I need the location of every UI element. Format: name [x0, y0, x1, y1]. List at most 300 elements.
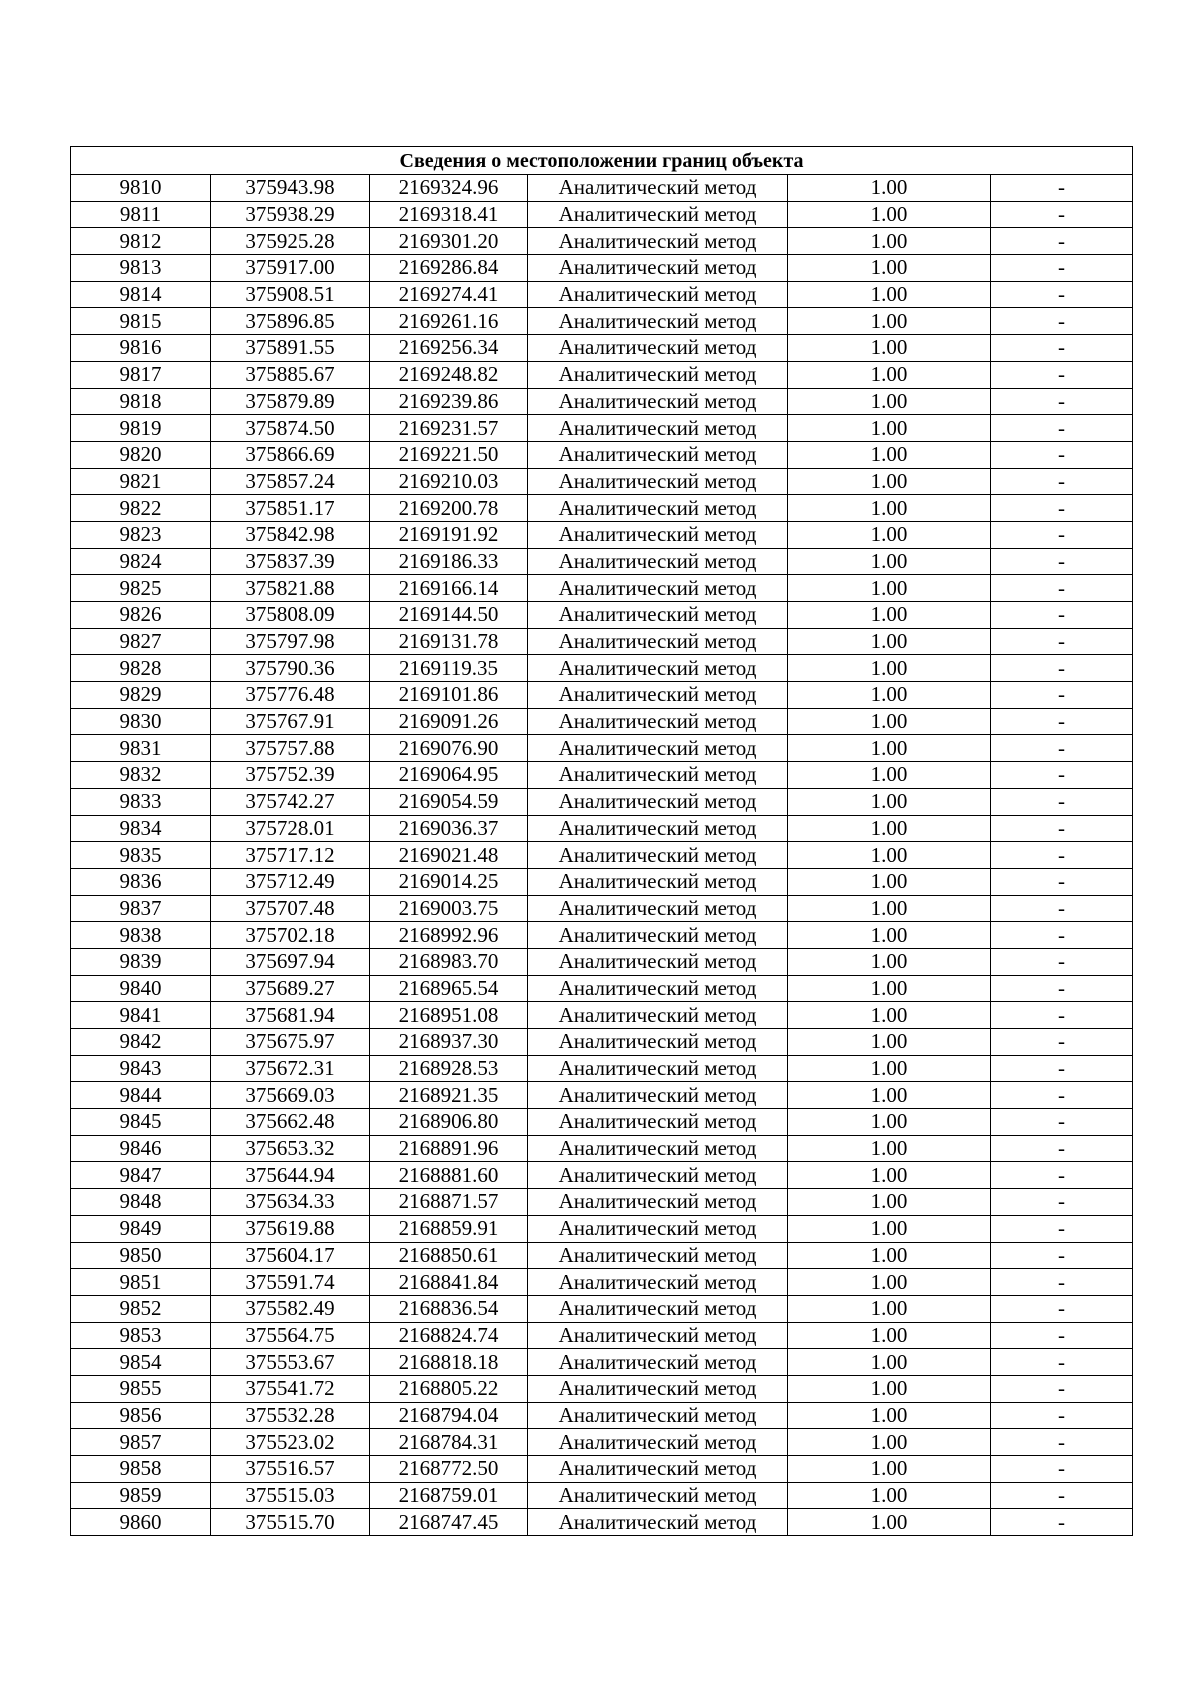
precision-cell: 1.00: [788, 655, 991, 682]
table-row: [71, 655, 1133, 682]
y-coordinate-cell: 2168871.57: [370, 1189, 528, 1216]
method-cell: Аналитический метод: [528, 895, 788, 922]
y-coordinate-cell: 2168983.70: [370, 948, 528, 975]
x-coordinate-cell: 375891.55: [211, 335, 370, 362]
description-cell: -: [991, 308, 1133, 335]
description-cell: -: [991, 281, 1133, 308]
y-coordinate-cell: 2169101.86: [370, 682, 528, 709]
method-cell: Аналитический метод: [528, 655, 788, 682]
precision-cell: 1.00: [788, 1029, 991, 1056]
precision-cell: 1.00: [788, 281, 991, 308]
method-cell: Аналитический метод: [528, 735, 788, 762]
precision-cell: 1.00: [788, 468, 991, 495]
point-number-cell: 9834: [71, 815, 211, 842]
table-row: [71, 1295, 1133, 1322]
table-row: [71, 335, 1133, 362]
description-cell: -: [991, 735, 1133, 762]
table-row: [71, 842, 1133, 869]
table-row: [71, 1162, 1133, 1189]
y-coordinate-cell: 2168836.54: [370, 1295, 528, 1322]
precision-cell: 1.00: [788, 1295, 991, 1322]
table-row: [71, 815, 1133, 842]
precision-cell: 1.00: [788, 815, 991, 842]
description-cell: -: [991, 762, 1133, 789]
y-coordinate-cell: 2168850.61: [370, 1242, 528, 1269]
x-coordinate-cell: 375516.57: [211, 1456, 370, 1483]
description-cell: -: [991, 1029, 1133, 1056]
y-coordinate-cell: 2169186.33: [370, 548, 528, 575]
point-number-cell: 9841: [71, 1002, 211, 1029]
table-row: [71, 441, 1133, 468]
precision-cell: 1.00: [788, 1349, 991, 1376]
x-coordinate-cell: 375908.51: [211, 281, 370, 308]
method-cell: Аналитический метод: [528, 602, 788, 629]
description-cell: -: [991, 1162, 1133, 1189]
precision-cell: 1.00: [788, 1135, 991, 1162]
precision-cell: 1.00: [788, 1509, 991, 1536]
precision-cell: 1.00: [788, 708, 991, 735]
description-cell: -: [991, 441, 1133, 468]
y-coordinate-cell: 2168992.96: [370, 922, 528, 949]
precision-cell: 1.00: [788, 1269, 991, 1296]
description-cell: -: [991, 201, 1133, 228]
x-coordinate-cell: 375634.33: [211, 1189, 370, 1216]
method-cell: Аналитический метод: [528, 1322, 788, 1349]
point-number-cell: 9811: [71, 201, 211, 228]
precision-cell: 1.00: [788, 895, 991, 922]
table-row: [71, 548, 1133, 575]
method-cell: Аналитический метод: [528, 1055, 788, 1082]
method-cell: Аналитический метод: [528, 468, 788, 495]
point-number-cell: 9833: [71, 788, 211, 815]
y-coordinate-cell: 2168772.50: [370, 1456, 528, 1483]
precision-cell: 1.00: [788, 201, 991, 228]
x-coordinate-cell: 375757.88: [211, 735, 370, 762]
description-cell: -: [991, 842, 1133, 869]
table-row: [71, 521, 1133, 548]
table-row: [71, 1082, 1133, 1109]
precision-cell: 1.00: [788, 308, 991, 335]
table-row: [71, 868, 1133, 895]
y-coordinate-cell: 2169256.34: [370, 335, 528, 362]
precision-cell: 1.00: [788, 1082, 991, 1109]
description-cell: -: [991, 1242, 1133, 1269]
method-cell: Аналитический метод: [528, 868, 788, 895]
description-cell: -: [991, 788, 1133, 815]
y-coordinate-cell: 2168747.45: [370, 1509, 528, 1536]
point-number-cell: 9823: [71, 521, 211, 548]
table-row: [71, 175, 1133, 202]
table-row: [71, 1242, 1133, 1269]
point-number-cell: 9854: [71, 1349, 211, 1376]
precision-cell: 1.00: [788, 415, 991, 442]
description-cell: -: [991, 575, 1133, 602]
point-number-cell: 9820: [71, 441, 211, 468]
description-cell: -: [991, 1135, 1133, 1162]
document-page: [70, 146, 1132, 1536]
precision-cell: 1.00: [788, 1322, 991, 1349]
method-cell: Аналитический метод: [528, 1242, 788, 1269]
method-cell: Аналитический метод: [528, 388, 788, 415]
x-coordinate-cell: 375644.94: [211, 1162, 370, 1189]
y-coordinate-cell: 2169324.96: [370, 175, 528, 202]
x-coordinate-cell: 375619.88: [211, 1215, 370, 1242]
precision-cell: 1.00: [788, 948, 991, 975]
description-cell: -: [991, 468, 1133, 495]
method-cell: Аналитический метод: [528, 1082, 788, 1109]
x-coordinate-cell: 375515.03: [211, 1482, 370, 1509]
precision-cell: 1.00: [788, 1375, 991, 1402]
x-coordinate-cell: 375702.18: [211, 922, 370, 949]
method-cell: Аналитический метод: [528, 1002, 788, 1029]
x-coordinate-cell: 375707.48: [211, 895, 370, 922]
method-cell: Аналитический метод: [528, 308, 788, 335]
y-coordinate-cell: 2169131.78: [370, 628, 528, 655]
method-cell: Аналитический метод: [528, 255, 788, 282]
y-coordinate-cell: 2169003.75: [370, 895, 528, 922]
x-coordinate-cell: 375821.88: [211, 575, 370, 602]
y-coordinate-cell: 2169036.37: [370, 815, 528, 842]
precision-cell: 1.00: [788, 842, 991, 869]
method-cell: Аналитический метод: [528, 628, 788, 655]
point-number-cell: 9813: [71, 255, 211, 282]
table-row: [71, 1135, 1133, 1162]
y-coordinate-cell: 2168759.01: [370, 1482, 528, 1509]
method-cell: Аналитический метод: [528, 521, 788, 548]
method-cell: Аналитический метод: [528, 1135, 788, 1162]
x-coordinate-cell: 375790.36: [211, 655, 370, 682]
x-coordinate-cell: 375842.98: [211, 521, 370, 548]
x-coordinate-cell: 375767.91: [211, 708, 370, 735]
precision-cell: 1.00: [788, 1162, 991, 1189]
method-cell: Аналитический метод: [528, 788, 788, 815]
x-coordinate-cell: 375885.67: [211, 361, 370, 388]
y-coordinate-cell: 2169239.86: [370, 388, 528, 415]
precision-cell: 1.00: [788, 1429, 991, 1456]
table-row: [71, 708, 1133, 735]
y-coordinate-cell: 2168906.80: [370, 1109, 528, 1136]
point-number-cell: 9825: [71, 575, 211, 602]
point-number-cell: 9835: [71, 842, 211, 869]
x-coordinate-cell: 375712.49: [211, 868, 370, 895]
precision-cell: 1.00: [788, 1402, 991, 1429]
x-coordinate-cell: 375866.69: [211, 441, 370, 468]
point-number-cell: 9827: [71, 628, 211, 655]
point-number-cell: 9826: [71, 602, 211, 629]
point-number-cell: 9816: [71, 335, 211, 362]
description-cell: -: [991, 1429, 1133, 1456]
method-cell: Аналитический метод: [528, 1349, 788, 1376]
description-cell: -: [991, 1349, 1133, 1376]
precision-cell: 1.00: [788, 1189, 991, 1216]
x-coordinate-cell: 375874.50: [211, 415, 370, 442]
precision-cell: 1.00: [788, 1109, 991, 1136]
x-coordinate-cell: 375604.17: [211, 1242, 370, 1269]
y-coordinate-cell: 2169200.78: [370, 495, 528, 522]
precision-cell: 1.00: [788, 495, 991, 522]
method-cell: Аналитический метод: [528, 1109, 788, 1136]
description-cell: -: [991, 895, 1133, 922]
y-coordinate-cell: 2169064.95: [370, 762, 528, 789]
method-cell: Аналитический метод: [528, 1456, 788, 1483]
table-row: [71, 1509, 1133, 1536]
point-number-cell: 9812: [71, 228, 211, 255]
point-number-cell: 9849: [71, 1215, 211, 1242]
table-row: [71, 201, 1133, 228]
method-cell: Аналитический метод: [528, 335, 788, 362]
method-cell: Аналитический метод: [528, 708, 788, 735]
point-number-cell: 9856: [71, 1402, 211, 1429]
table-row: [71, 1269, 1133, 1296]
description-cell: -: [991, 548, 1133, 575]
precision-cell: 1.00: [788, 521, 991, 548]
precision-cell: 1.00: [788, 335, 991, 362]
x-coordinate-cell: 375653.32: [211, 1135, 370, 1162]
y-coordinate-cell: 2169261.16: [370, 308, 528, 335]
x-coordinate-cell: 375896.85: [211, 308, 370, 335]
description-cell: -: [991, 228, 1133, 255]
precision-cell: 1.00: [788, 602, 991, 629]
point-number-cell: 9851: [71, 1269, 211, 1296]
y-coordinate-cell: 2169054.59: [370, 788, 528, 815]
point-number-cell: 9828: [71, 655, 211, 682]
point-number-cell: 9839: [71, 948, 211, 975]
precision-cell: 1.00: [788, 1002, 991, 1029]
precision-cell: 1.00: [788, 175, 991, 202]
method-cell: Аналитический метод: [528, 441, 788, 468]
y-coordinate-cell: 2168921.35: [370, 1082, 528, 1109]
precision-cell: 1.00: [788, 682, 991, 709]
method-cell: Аналитический метод: [528, 1429, 788, 1456]
x-coordinate-cell: 375742.27: [211, 788, 370, 815]
precision-cell: 1.00: [788, 762, 991, 789]
description-cell: -: [991, 975, 1133, 1002]
description-cell: -: [991, 1402, 1133, 1429]
precision-cell: 1.00: [788, 1456, 991, 1483]
point-number-cell: 9857: [71, 1429, 211, 1456]
y-coordinate-cell: 2169144.50: [370, 602, 528, 629]
method-cell: Аналитический метод: [528, 948, 788, 975]
x-coordinate-cell: 375776.48: [211, 682, 370, 709]
method-cell: Аналитический метод: [528, 1295, 788, 1322]
x-coordinate-cell: 375675.97: [211, 1029, 370, 1056]
point-number-cell: 9822: [71, 495, 211, 522]
method-cell: Аналитический метод: [528, 815, 788, 842]
table-row: [71, 788, 1133, 815]
table-row: [71, 602, 1133, 629]
method-cell: Аналитический метод: [528, 201, 788, 228]
table-row: [71, 1002, 1133, 1029]
point-number-cell: 9860: [71, 1509, 211, 1536]
x-coordinate-cell: 375917.00: [211, 255, 370, 282]
description-cell: -: [991, 1375, 1133, 1402]
table-row: [71, 628, 1133, 655]
description-cell: -: [991, 948, 1133, 975]
y-coordinate-cell: 2168891.96: [370, 1135, 528, 1162]
y-coordinate-cell: 2169021.48: [370, 842, 528, 869]
x-coordinate-cell: 375752.39: [211, 762, 370, 789]
x-coordinate-cell: 375553.67: [211, 1349, 370, 1376]
point-number-cell: 9821: [71, 468, 211, 495]
table-row: [71, 495, 1133, 522]
table-row: [71, 1402, 1133, 1429]
x-coordinate-cell: 375879.89: [211, 388, 370, 415]
table-row: [71, 682, 1133, 709]
point-number-cell: 9846: [71, 1135, 211, 1162]
method-cell: Аналитический метод: [528, 1375, 788, 1402]
point-number-cell: 9810: [71, 175, 211, 202]
point-number-cell: 9815: [71, 308, 211, 335]
point-number-cell: 9850: [71, 1242, 211, 1269]
y-coordinate-cell: 2169191.92: [370, 521, 528, 548]
point-number-cell: 9838: [71, 922, 211, 949]
method-cell: Аналитический метод: [528, 175, 788, 202]
precision-cell: 1.00: [788, 575, 991, 602]
y-coordinate-cell: 2168818.18: [370, 1349, 528, 1376]
point-number-cell: 9814: [71, 281, 211, 308]
precision-cell: 1.00: [788, 788, 991, 815]
point-number-cell: 9855: [71, 1375, 211, 1402]
description-cell: -: [991, 1215, 1133, 1242]
precision-cell: 1.00: [788, 868, 991, 895]
y-coordinate-cell: 2169076.90: [370, 735, 528, 762]
point-number-cell: 9859: [71, 1482, 211, 1509]
description-cell: -: [991, 708, 1133, 735]
description-cell: -: [991, 1002, 1133, 1029]
precision-cell: 1.00: [788, 1242, 991, 1269]
point-number-cell: 9852: [71, 1295, 211, 1322]
y-coordinate-cell: 2169119.35: [370, 655, 528, 682]
y-coordinate-cell: 2168841.84: [370, 1269, 528, 1296]
point-number-cell: 9858: [71, 1456, 211, 1483]
table-body: [71, 175, 1133, 1536]
y-coordinate-cell: 2169301.20: [370, 228, 528, 255]
table-row: [71, 1349, 1133, 1376]
x-coordinate-cell: 375672.31: [211, 1055, 370, 1082]
x-coordinate-cell: 375697.94: [211, 948, 370, 975]
description-cell: -: [991, 1322, 1133, 1349]
precision-cell: 1.00: [788, 1482, 991, 1509]
boundary-table: [70, 146, 1133, 1536]
x-coordinate-cell: 375532.28: [211, 1402, 370, 1429]
x-coordinate-cell: 375689.27: [211, 975, 370, 1002]
y-coordinate-cell: 2169318.41: [370, 201, 528, 228]
method-cell: Аналитический метод: [528, 361, 788, 388]
description-cell: -: [991, 521, 1133, 548]
method-cell: Аналитический метод: [528, 1029, 788, 1056]
x-coordinate-cell: 375851.17: [211, 495, 370, 522]
table-row: [71, 1375, 1133, 1402]
x-coordinate-cell: 375925.28: [211, 228, 370, 255]
x-coordinate-cell: 375728.01: [211, 815, 370, 842]
table-row: [71, 468, 1133, 495]
y-coordinate-cell: 2169091.26: [370, 708, 528, 735]
x-coordinate-cell: 375808.09: [211, 602, 370, 629]
table-row: [71, 415, 1133, 442]
method-cell: Аналитический метод: [528, 1189, 788, 1216]
description-cell: -: [991, 335, 1133, 362]
x-coordinate-cell: 375797.98: [211, 628, 370, 655]
point-number-cell: 9844: [71, 1082, 211, 1109]
description-cell: -: [991, 175, 1133, 202]
table-row: [71, 228, 1133, 255]
description-cell: -: [991, 1295, 1133, 1322]
table-row: [71, 895, 1133, 922]
precision-cell: 1.00: [788, 628, 991, 655]
y-coordinate-cell: 2168794.04: [370, 1402, 528, 1429]
table-row: [71, 975, 1133, 1002]
point-number-cell: 9837: [71, 895, 211, 922]
precision-cell: 1.00: [788, 735, 991, 762]
table-row: [71, 1456, 1133, 1483]
point-number-cell: 9845: [71, 1109, 211, 1136]
y-coordinate-cell: 2169248.82: [370, 361, 528, 388]
table-row: [71, 308, 1133, 335]
description-cell: -: [991, 682, 1133, 709]
y-coordinate-cell: 2169231.57: [370, 415, 528, 442]
method-cell: Аналитический метод: [528, 575, 788, 602]
point-number-cell: 9819: [71, 415, 211, 442]
method-cell: Аналитический метод: [528, 228, 788, 255]
precision-cell: 1.00: [788, 975, 991, 1002]
description-cell: -: [991, 388, 1133, 415]
point-number-cell: 9817: [71, 361, 211, 388]
precision-cell: 1.00: [788, 255, 991, 282]
table-row: [71, 948, 1133, 975]
method-cell: Аналитический метод: [528, 975, 788, 1002]
precision-cell: 1.00: [788, 361, 991, 388]
x-coordinate-cell: 375857.24: [211, 468, 370, 495]
description-cell: -: [991, 415, 1133, 442]
precision-cell: 1.00: [788, 922, 991, 949]
method-cell: Аналитический метод: [528, 1509, 788, 1536]
y-coordinate-cell: 2168824.74: [370, 1322, 528, 1349]
point-number-cell: 9848: [71, 1189, 211, 1216]
table-row: [71, 281, 1133, 308]
description-cell: -: [991, 922, 1133, 949]
description-cell: -: [991, 1189, 1133, 1216]
point-number-cell: 9843: [71, 1055, 211, 1082]
description-cell: -: [991, 1082, 1133, 1109]
point-number-cell: 9842: [71, 1029, 211, 1056]
description-cell: -: [991, 255, 1133, 282]
x-coordinate-cell: 375523.02: [211, 1429, 370, 1456]
y-coordinate-cell: 2169286.84: [370, 255, 528, 282]
method-cell: Аналитический метод: [528, 842, 788, 869]
description-cell: -: [991, 602, 1133, 629]
table-row: [71, 1029, 1133, 1056]
method-cell: Аналитический метод: [528, 1269, 788, 1296]
x-coordinate-cell: 375515.70: [211, 1509, 370, 1536]
x-coordinate-cell: 375837.39: [211, 548, 370, 575]
y-coordinate-cell: 2168881.60: [370, 1162, 528, 1189]
description-cell: -: [991, 1456, 1133, 1483]
point-number-cell: 9830: [71, 708, 211, 735]
point-number-cell: 9847: [71, 1162, 211, 1189]
y-coordinate-cell: 2168859.91: [370, 1215, 528, 1242]
y-coordinate-cell: 2169166.14: [370, 575, 528, 602]
point-number-cell: 9853: [71, 1322, 211, 1349]
precision-cell: 1.00: [788, 1215, 991, 1242]
point-number-cell: 9840: [71, 975, 211, 1002]
description-cell: -: [991, 1055, 1133, 1082]
y-coordinate-cell: 2169014.25: [370, 868, 528, 895]
x-coordinate-cell: 375662.48: [211, 1109, 370, 1136]
table-row: [71, 922, 1133, 949]
x-coordinate-cell: 375541.72: [211, 1375, 370, 1402]
method-cell: Аналитический метод: [528, 1482, 788, 1509]
point-number-cell: 9832: [71, 762, 211, 789]
